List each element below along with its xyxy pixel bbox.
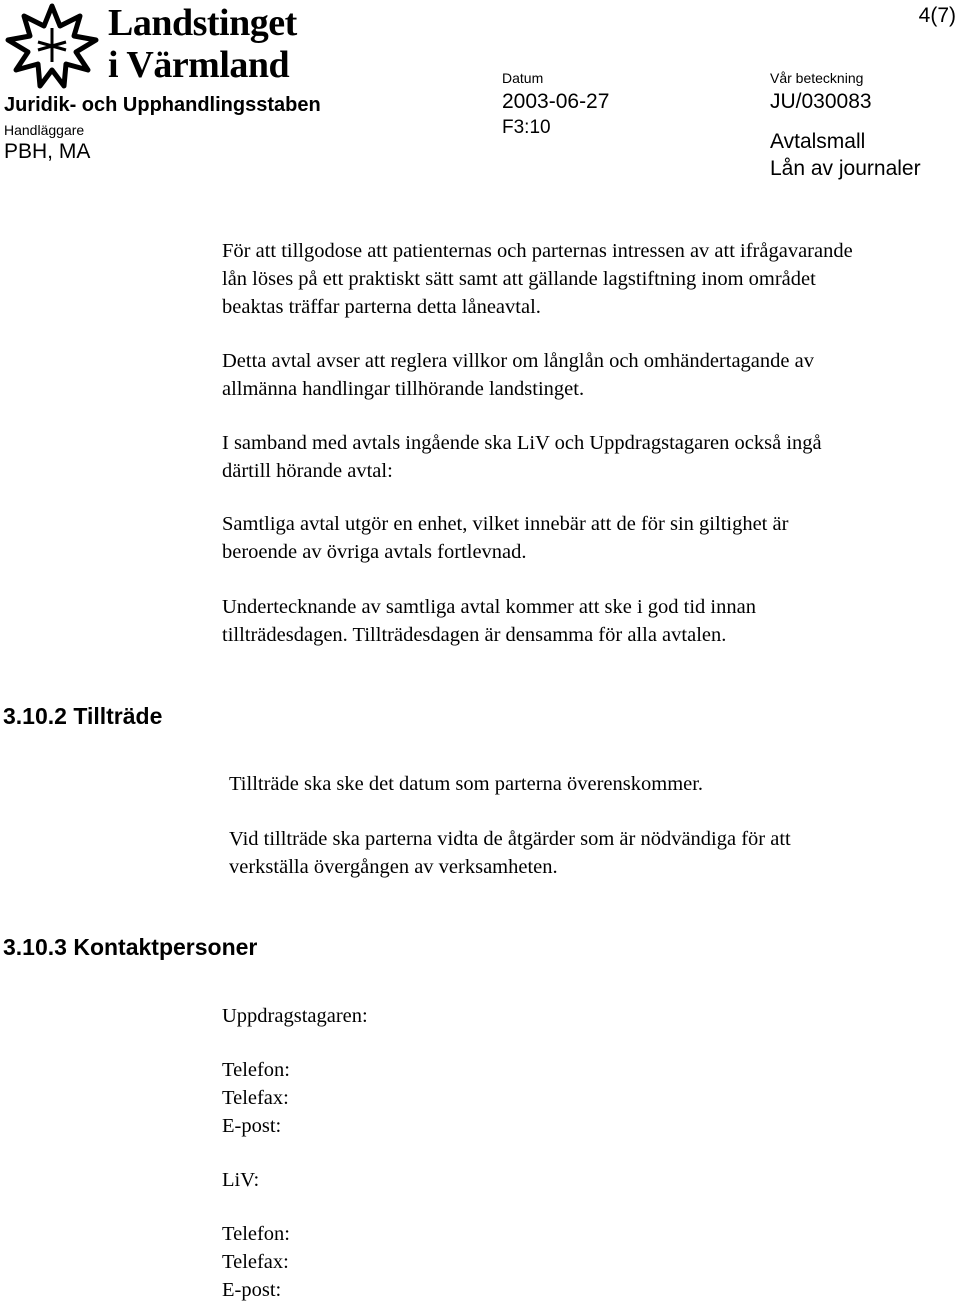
- intro-paragraph-1: För att tillgodose att patienternas och parternas intressen av att ifrågavarande lån löses på ett praktiskt sätt samt att gällande lagstiftning inom området beaktas träffar parterna detta låneavtal.: [222, 240, 853, 318]
- page-number: 4(7): [918, 4, 956, 27]
- logo-text-line1: Landstinget: [108, 2, 297, 44]
- contact-phone-label: Telefon: Telefax: E-post:: [222, 1059, 291, 1137]
- leaf-logo-icon: [4, 2, 100, 90]
- date-label: Datum: [502, 70, 544, 86]
- doc-subject: Lån av journaler: [770, 157, 921, 180]
- doc-type: Avtalsmall: [770, 130, 866, 153]
- intro-paragraph-5: Undertecknande av samtliga avtal kommer att ske i god tid innan tillträdesdagen. Tillträdesdagen är densamma för alla avtalen.: [222, 596, 756, 646]
- handler-value: PBH, MA: [4, 140, 91, 163]
- contact-party-label: LiV:: [222, 1169, 260, 1191]
- date-value: 2003-06-27: [502, 90, 610, 113]
- handler-label: Handläggare: [4, 122, 85, 138]
- logo-text-line2: i Värmland: [108, 44, 290, 86]
- contact-phone-label: Telefon: Telefax: E-post:: [222, 1223, 291, 1301]
- tilltrade-paragraph-1: Tillträde ska ske det datum som parterna överenskommer.: [229, 773, 704, 795]
- intro-paragraph-4: Samtliga avtal utgör en enhet, vilket innebär att de för sin giltighet är beroende av övriga avtals fortlevnad.: [222, 513, 789, 563]
- contact-party-label: Uppdragstagaren:: [222, 1005, 368, 1027]
- department-name: Juridik- och Upphandlingsstaben: [4, 94, 321, 116]
- intro-paragraph-3: I samband med avtals ingående ska LiV och Uppdragstagaren också ingå därtill hörande avtal:: [222, 432, 822, 482]
- tilltrade-paragraph-2: Vid tillträde ska parterna vidta de åtgärder som är nödvändiga för att verkställa övergången av verksamheten.: [229, 828, 791, 878]
- section-heading-kontaktpersoner: 3.10.3 Kontaktpersoner: [3, 934, 258, 960]
- intro-paragraph-2: Detta avtal avser att reglera villkor om långlån och omhändertagande av allmänna handlingar tillhörande landstinget.: [222, 350, 814, 400]
- reference-value: JU/030083: [770, 90, 872, 113]
- reference-label: Vår beteckning: [770, 70, 864, 86]
- section-heading-tilltrade: 3.10.2 Tillträde: [3, 703, 163, 729]
- section-code: F3:10: [502, 117, 551, 138]
